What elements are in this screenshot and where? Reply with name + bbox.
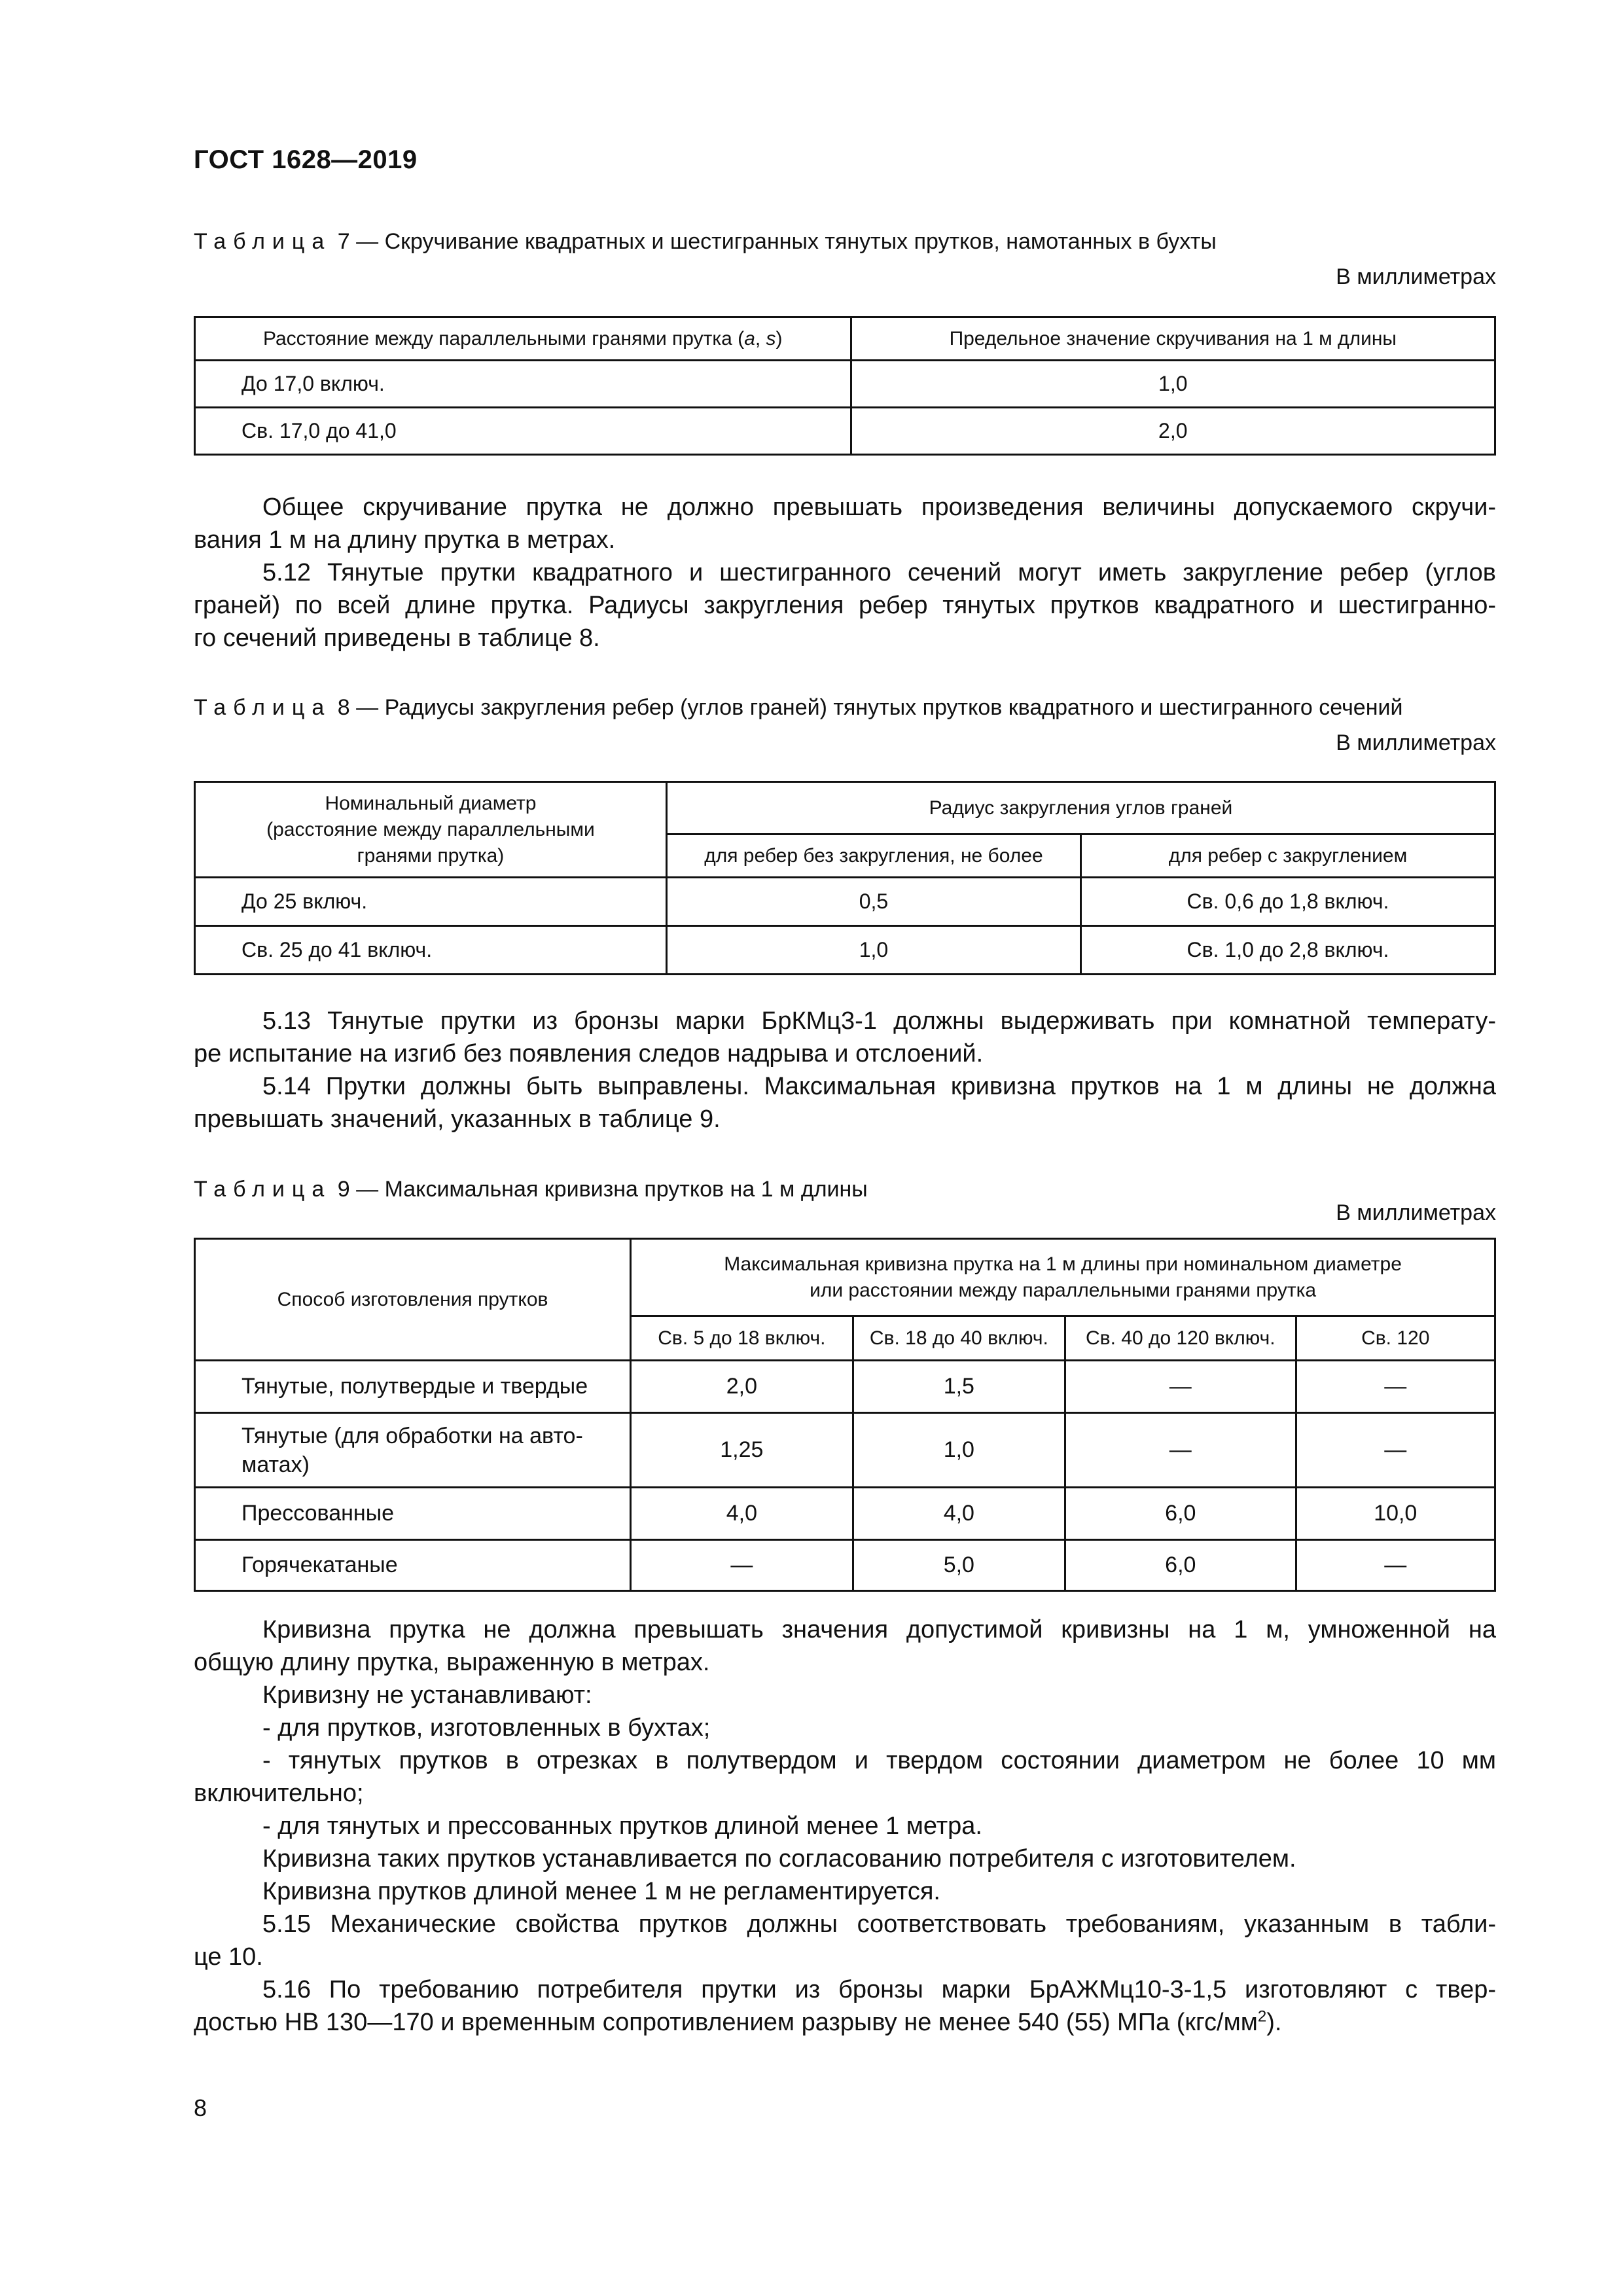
table8-cell-b: Св. 0,6 до 1,8 включ. [1080, 878, 1495, 926]
table8-caption [194, 695, 1402, 721]
paragraph-line [194, 2006, 1496, 2039]
table8-head-line: гранями прутка) [357, 844, 505, 867]
superscript: 2 [1257, 2007, 1267, 2026]
table9-sub-header: Св. 18 до 40 включ. [853, 1316, 1065, 1361]
table8-cell-diameter: До 25 включ. [195, 878, 667, 926]
table9-cell-method: Тянутые, полутвердые и твердые [195, 1361, 631, 1413]
table9-cell-value: — [1296, 1361, 1495, 1413]
table7-caption [194, 229, 1217, 255]
paragraph-line: вания 1 м на длину прутка в метрах. [194, 526, 616, 554]
table9-group-header [631, 1239, 1495, 1316]
paragraph-line: ре испытание на изгиб без появления следов надрыва и отслоений. [194, 1040, 984, 1067]
table8-group-header: Радиус закругления углов граней [666, 782, 1495, 834]
paragraph-line: Кривизна таких прутков устанавливается по согласованию потребителя с изготовителем. [262, 1845, 1296, 1873]
table9-cell-method: Прессованные [195, 1488, 631, 1540]
paragraph-line: Общее скручивание прутка не должно превышать произведения величины допускаемого скручи- [262, 493, 1496, 521]
text-block-3 [194, 1613, 1496, 2039]
table9-cell-value: — [1065, 1413, 1296, 1488]
paragraph-line: Кривизну не устанавливают: [262, 1681, 592, 1709]
table9-group-line: или расстоянии между параллельными гранями прутка [810, 1279, 1317, 1301]
table9-sub-header: Св. 120 [1296, 1316, 1495, 1361]
table-row [195, 361, 1495, 408]
page-number: 8 [194, 2094, 207, 2121]
table-row [195, 408, 1495, 455]
table9-cell-value: 1,0 [853, 1413, 1065, 1488]
table8-cell-diameter: Св. 25 до 41 включ. [195, 926, 667, 975]
table8-cell-a: 1,0 [666, 926, 1080, 975]
paragraph-512: 5.12 Тянутые прутки квадратного и шестигранного сечений могут иметь закругление ребер (углов [262, 559, 1496, 586]
table7-cell-value: 2,0 [851, 408, 1495, 455]
paragraph-text: достью НВ 130—170 и временным сопротивлением разрыву не менее 540 (55) МПа (кгс/мм [194, 2009, 1258, 2036]
table8-head-line: (расстояние между параллельными [266, 818, 595, 840]
table9-caption-text: 9 — Максимальная кривизна прутков на 1 м длины [337, 1177, 868, 1202]
table8-head-line: Номинальный диаметр [325, 792, 537, 814]
table8-col1-header [195, 782, 667, 878]
table7-units: В миллиметрах [1336, 264, 1496, 289]
paragraph-line: превышать значений, указанных в таблице 9. [194, 1105, 721, 1133]
table7 [194, 316, 1496, 456]
table8-caption-word: Таблица [194, 695, 332, 720]
table9-cell-value: — [1296, 1413, 1495, 1488]
table9 [194, 1238, 1496, 1592]
table8-cell-a: 0,5 [666, 878, 1080, 926]
table8-sub-header-1: для ребер без закругления, не более [666, 834, 1080, 878]
table7-col1-header: Расстояние между параллельными гранями прутка (a, s) [195, 317, 851, 361]
table9-cell-value: 4,0 [631, 1488, 853, 1540]
table9-cell-value: 6,0 [1065, 1540, 1296, 1591]
paragraph-text: ). [1266, 2009, 1282, 2036]
table9-cell-value: 5,0 [853, 1540, 1065, 1591]
table8-sub-header-2: для ребер с закруглением [1080, 834, 1495, 878]
paragraph-515: 5.15 Механические свойства прутков должны соответствовать требованиям, указанным в табли- [262, 1910, 1496, 1938]
table7-cell-range: До 17,0 включ. [195, 361, 851, 408]
paragraph-line: го сечений приведены в таблице 8. [194, 624, 600, 652]
table-row [195, 926, 1495, 975]
paragraph-513: 5.13 Тянутые прутки из бронзы марки БрКМц3-1 должны выдерживать при комнатной температу- [262, 1007, 1496, 1035]
table9-cell-value: 6,0 [1065, 1488, 1296, 1540]
table9-cell-value: — [1065, 1361, 1296, 1413]
table8-caption-text: 8 — Радиусы закругления ребер (углов граней) тянутых прутков квадратного и шестигранного сечений [337, 695, 1403, 720]
table9-cell-value: 4,0 [853, 1488, 1065, 1540]
paragraph-line: Кривизна прутка не должна превышать значения допустимой кривизны на 1 м, умноженной на [262, 1616, 1496, 1643]
table9-group-line: Максимальная кривизна прутка на 1 м длины при номинальном диаметре [724, 1253, 1402, 1275]
table-row [195, 1488, 1495, 1540]
table9-cell-value: 2,0 [631, 1361, 853, 1413]
table9-sub-header: Св. 5 до 18 включ. [631, 1316, 853, 1361]
table7-cell-value: 1,0 [851, 361, 1495, 408]
table7-col2-header: Предельное значение скручивания на 1 м длины [851, 317, 1495, 361]
text-block-2 [194, 1005, 1496, 1136]
table9-cell-value: 10,0 [1296, 1488, 1495, 1540]
paragraph-line: общую длину прутка, выраженную в метрах. [194, 1649, 710, 1676]
table-row [195, 1361, 1495, 1413]
list-item: - для тянутых и прессованных прутков длиной менее 1 метра. [262, 1812, 982, 1840]
table9-method-line: Тянутые (для обработки на авто- [241, 1423, 583, 1448]
table7-caption-text: 7 — Скручивание квадратных и шестигранных тянутых прутков, намотанных в бухты [337, 229, 1217, 254]
table9-cell-method [195, 1413, 631, 1488]
table8-cell-b: Св. 1,0 до 2,8 включ. [1080, 926, 1495, 975]
table9-sub-header: Св. 40 до 120 включ. [1065, 1316, 1296, 1361]
table9-cell-value: 1,25 [631, 1413, 853, 1488]
paragraph-line: включительно; [194, 1780, 364, 1807]
table-row [195, 1413, 1495, 1488]
table9-method-line: матах) [241, 1452, 310, 1477]
table9-cell-value: 1,5 [853, 1361, 1065, 1413]
table9-caption-word: Таблица [194, 1177, 332, 1202]
table8-units: В миллиметрах [1336, 730, 1496, 755]
table9-caption [194, 1177, 868, 1202]
table9-cell-value: — [1296, 1540, 1495, 1591]
table9-cell-method: Горячекатаные [195, 1540, 631, 1591]
paragraph-514: 5.14 Прутки должны быть выправлены. Максимальная кривизна прутков на 1 м длины не должна [262, 1073, 1496, 1100]
paragraph-line: граней) по всей длине прутка. Радиусы закругления ребер тянутых прутков квадратного и шестигранно- [194, 592, 1496, 619]
table9-col1-header: Способ изготовления прутков [195, 1239, 631, 1361]
table-row [195, 1540, 1495, 1591]
list-item: - для прутков, изготовленных в бухтах; [262, 1714, 711, 1742]
paragraph-line: Кривизна прутков длиной менее 1 м не регламентируется. [262, 1878, 940, 1905]
table7-cell-range: Св. 17,0 до 41,0 [195, 408, 851, 455]
table7-caption-word: Таблица [194, 229, 332, 254]
paragraph-516: 5.16 По требованию потребителя прутки из бронзы марки БрАЖМц10-3-1,5 изготовляют с твер- [262, 1976, 1496, 2003]
document-header: ГОСТ 1628—2019 [194, 145, 418, 174]
table9-cell-value: — [631, 1540, 853, 1591]
table-row [195, 878, 1495, 926]
table8 [194, 781, 1496, 975]
text-block-1 [194, 491, 1496, 655]
paragraph-line: це 10. [194, 1943, 263, 1971]
list-item: - тянутых прутков в отрезках в полутвердом и твердом состоянии диаметром не более 10 мм [262, 1747, 1496, 1774]
table9-units: В миллиметрах [1336, 1200, 1496, 1225]
